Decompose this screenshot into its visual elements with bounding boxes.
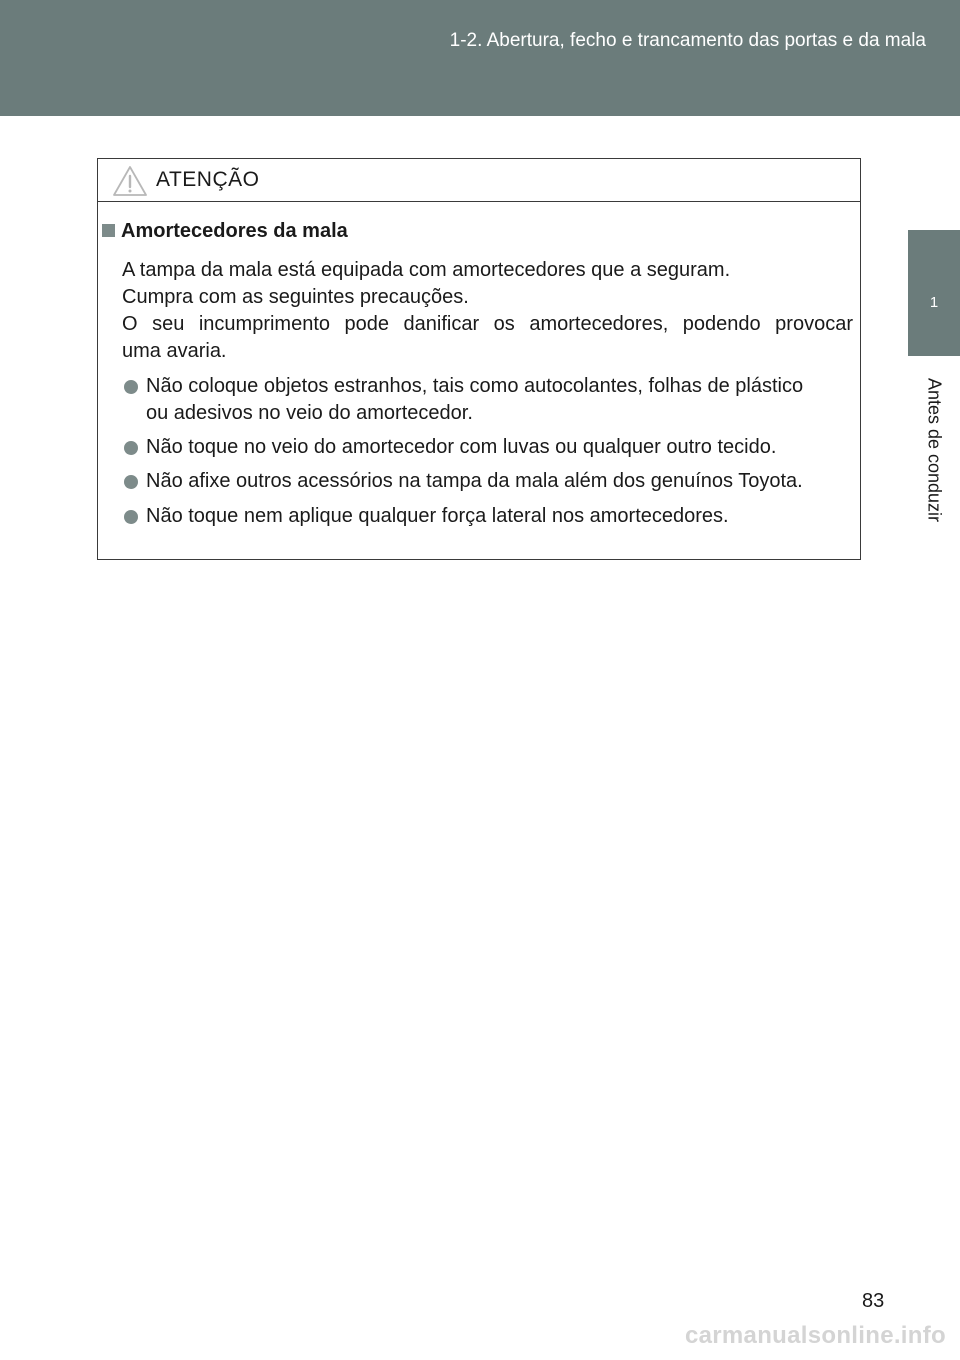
square-bullet-icon [102,224,115,237]
intro-line: O seu incumprimento pode danificar os amortecedores, podendo provocar [122,313,853,335]
watermark: carmanualsonline.info [684,1322,946,1349]
bullet-text: ou adesivos no veio do amortecedor. [146,402,473,424]
intro-line: uma avaria. [122,340,227,362]
bullet-item [124,434,853,461]
header-bar [0,0,960,116]
bullet-item [124,468,853,495]
round-bullet-icon [124,380,138,394]
warning-triangle-icon [112,165,148,197]
chapter-tab [908,230,960,356]
caution-title: ATENÇÃO [156,168,260,191]
page-number: 83 [862,1290,885,1312]
intro-line: Cumpra com as seguintes precauções. [122,286,469,308]
heading-text: Amortecedores da mala [121,220,348,242]
caution-box [97,158,861,560]
round-bullet-icon [124,441,138,455]
intro-line: A tampa da mala está equipada com amortecedores que a seguram. [122,259,731,281]
bullet-text: Não toque no veio do amortecedor com luvas ou qualquer outro tecido. [146,436,777,458]
bullet-text: Não coloque objetos estranhos, tais como autocolantes, folhas de plástico [146,375,804,397]
bullet-text: Não afixe outros acessórios na tampa da mala além dos genuínos Toyota. [146,470,803,492]
bullet-item [124,503,853,530]
section-heading [102,220,348,243]
bullet-item [124,373,853,427]
section-title: 1-2. Abertura, fecho e trancamento das portas e da mala [449,30,926,51]
round-bullet-icon [124,475,138,489]
caution-header [98,159,860,202]
chapter-label: Antes de conduzir [924,377,945,523]
chapter-number: 1 [929,294,939,311]
intro-paragraph [122,257,853,365]
round-bullet-icon [124,510,138,524]
bullet-text: Não toque nem aplique qualquer força lateral nos amortecedores. [146,505,729,527]
